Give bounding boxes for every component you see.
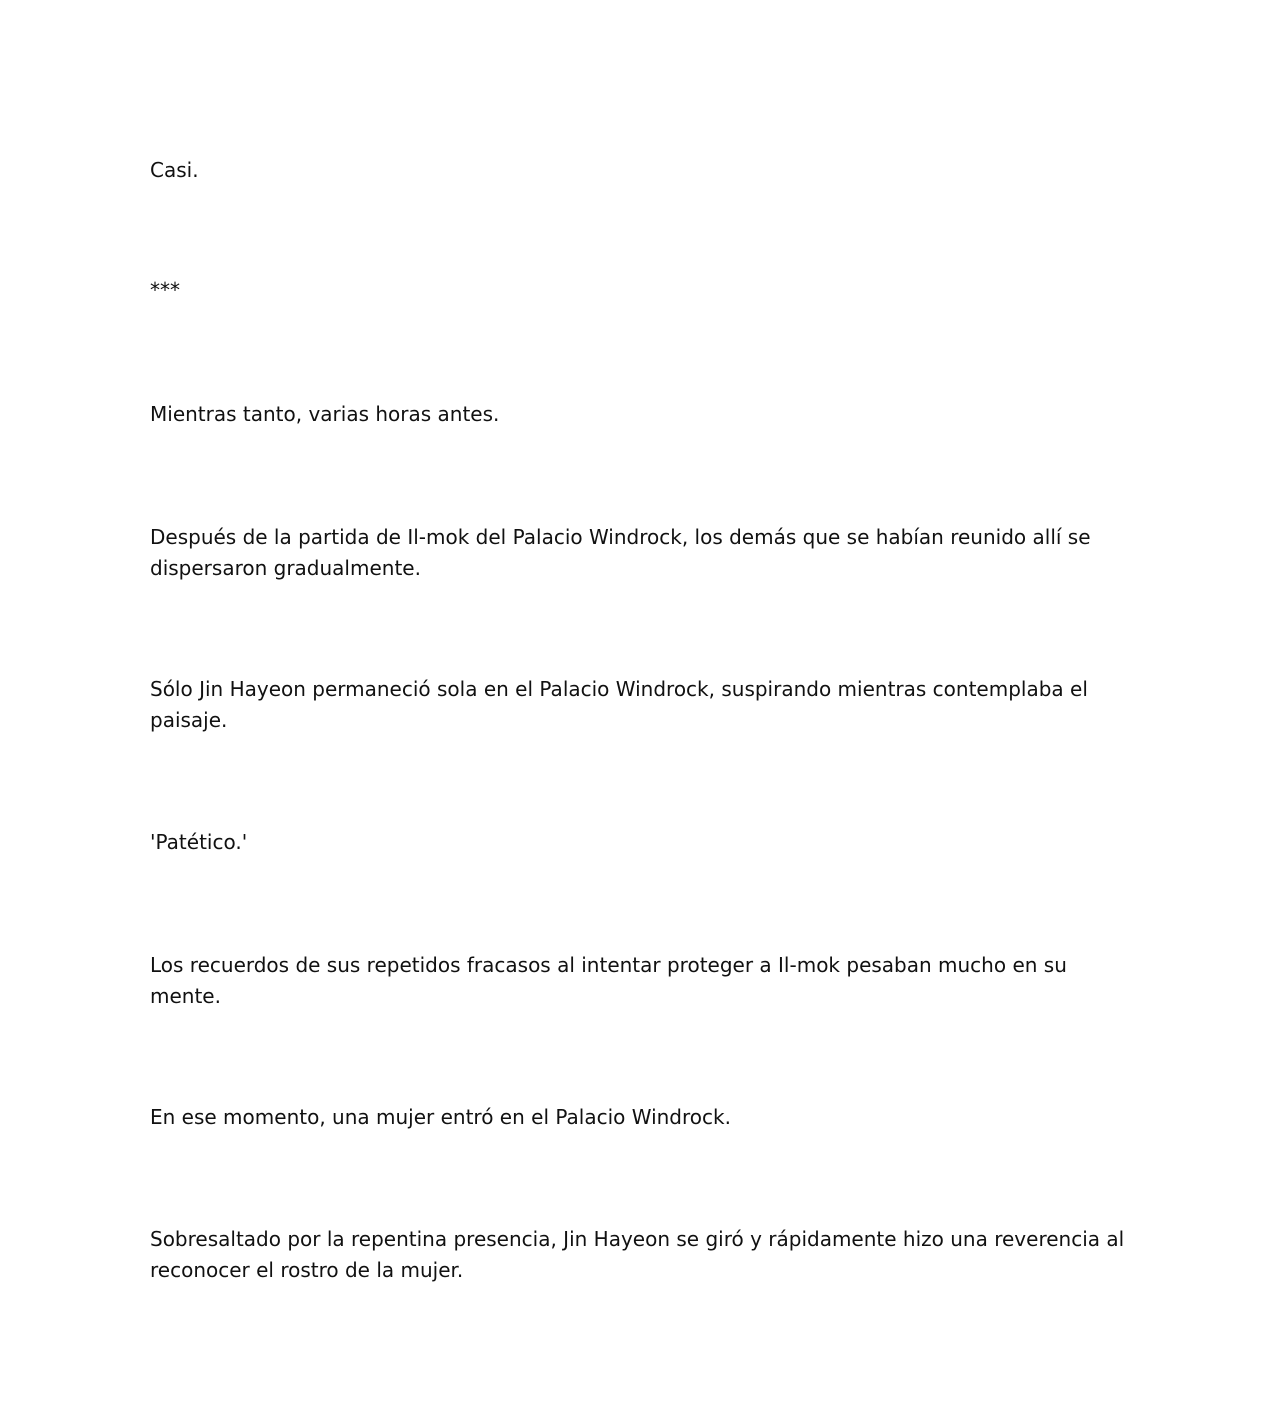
paragraph: Los recuerdos de sus repetidos fracasos al intentar proteger a Il-mok pesaban mucho en su mente. [150,953,1067,1008]
paragraph: Después de la partida de Il-mok del Palacio Windrock, los demás que se habían reunido allí se dispersaron gradualmente. [150,525,1091,580]
scene-break: *** [150,278,180,302]
paragraph: Sobresaltado por la repentina presencia, Jin Hayeon se giró y rápidamente hizo una reverencia al reconocer el rostro de la mujer. [150,1227,1125,1282]
paragraph: 'Patético.' [150,830,248,854]
paragraph: Casi. [150,158,199,182]
paragraph: Sólo Jin Hayeon permaneció sola en el Palacio Windrock, suspirando mientras contemplaba el paisaje. [150,677,1088,732]
paragraph: Mientras tanto, varias horas antes. [150,402,500,426]
paragraph: En ese momento, una mujer entró en el Palacio Windrock. [150,1105,731,1129]
